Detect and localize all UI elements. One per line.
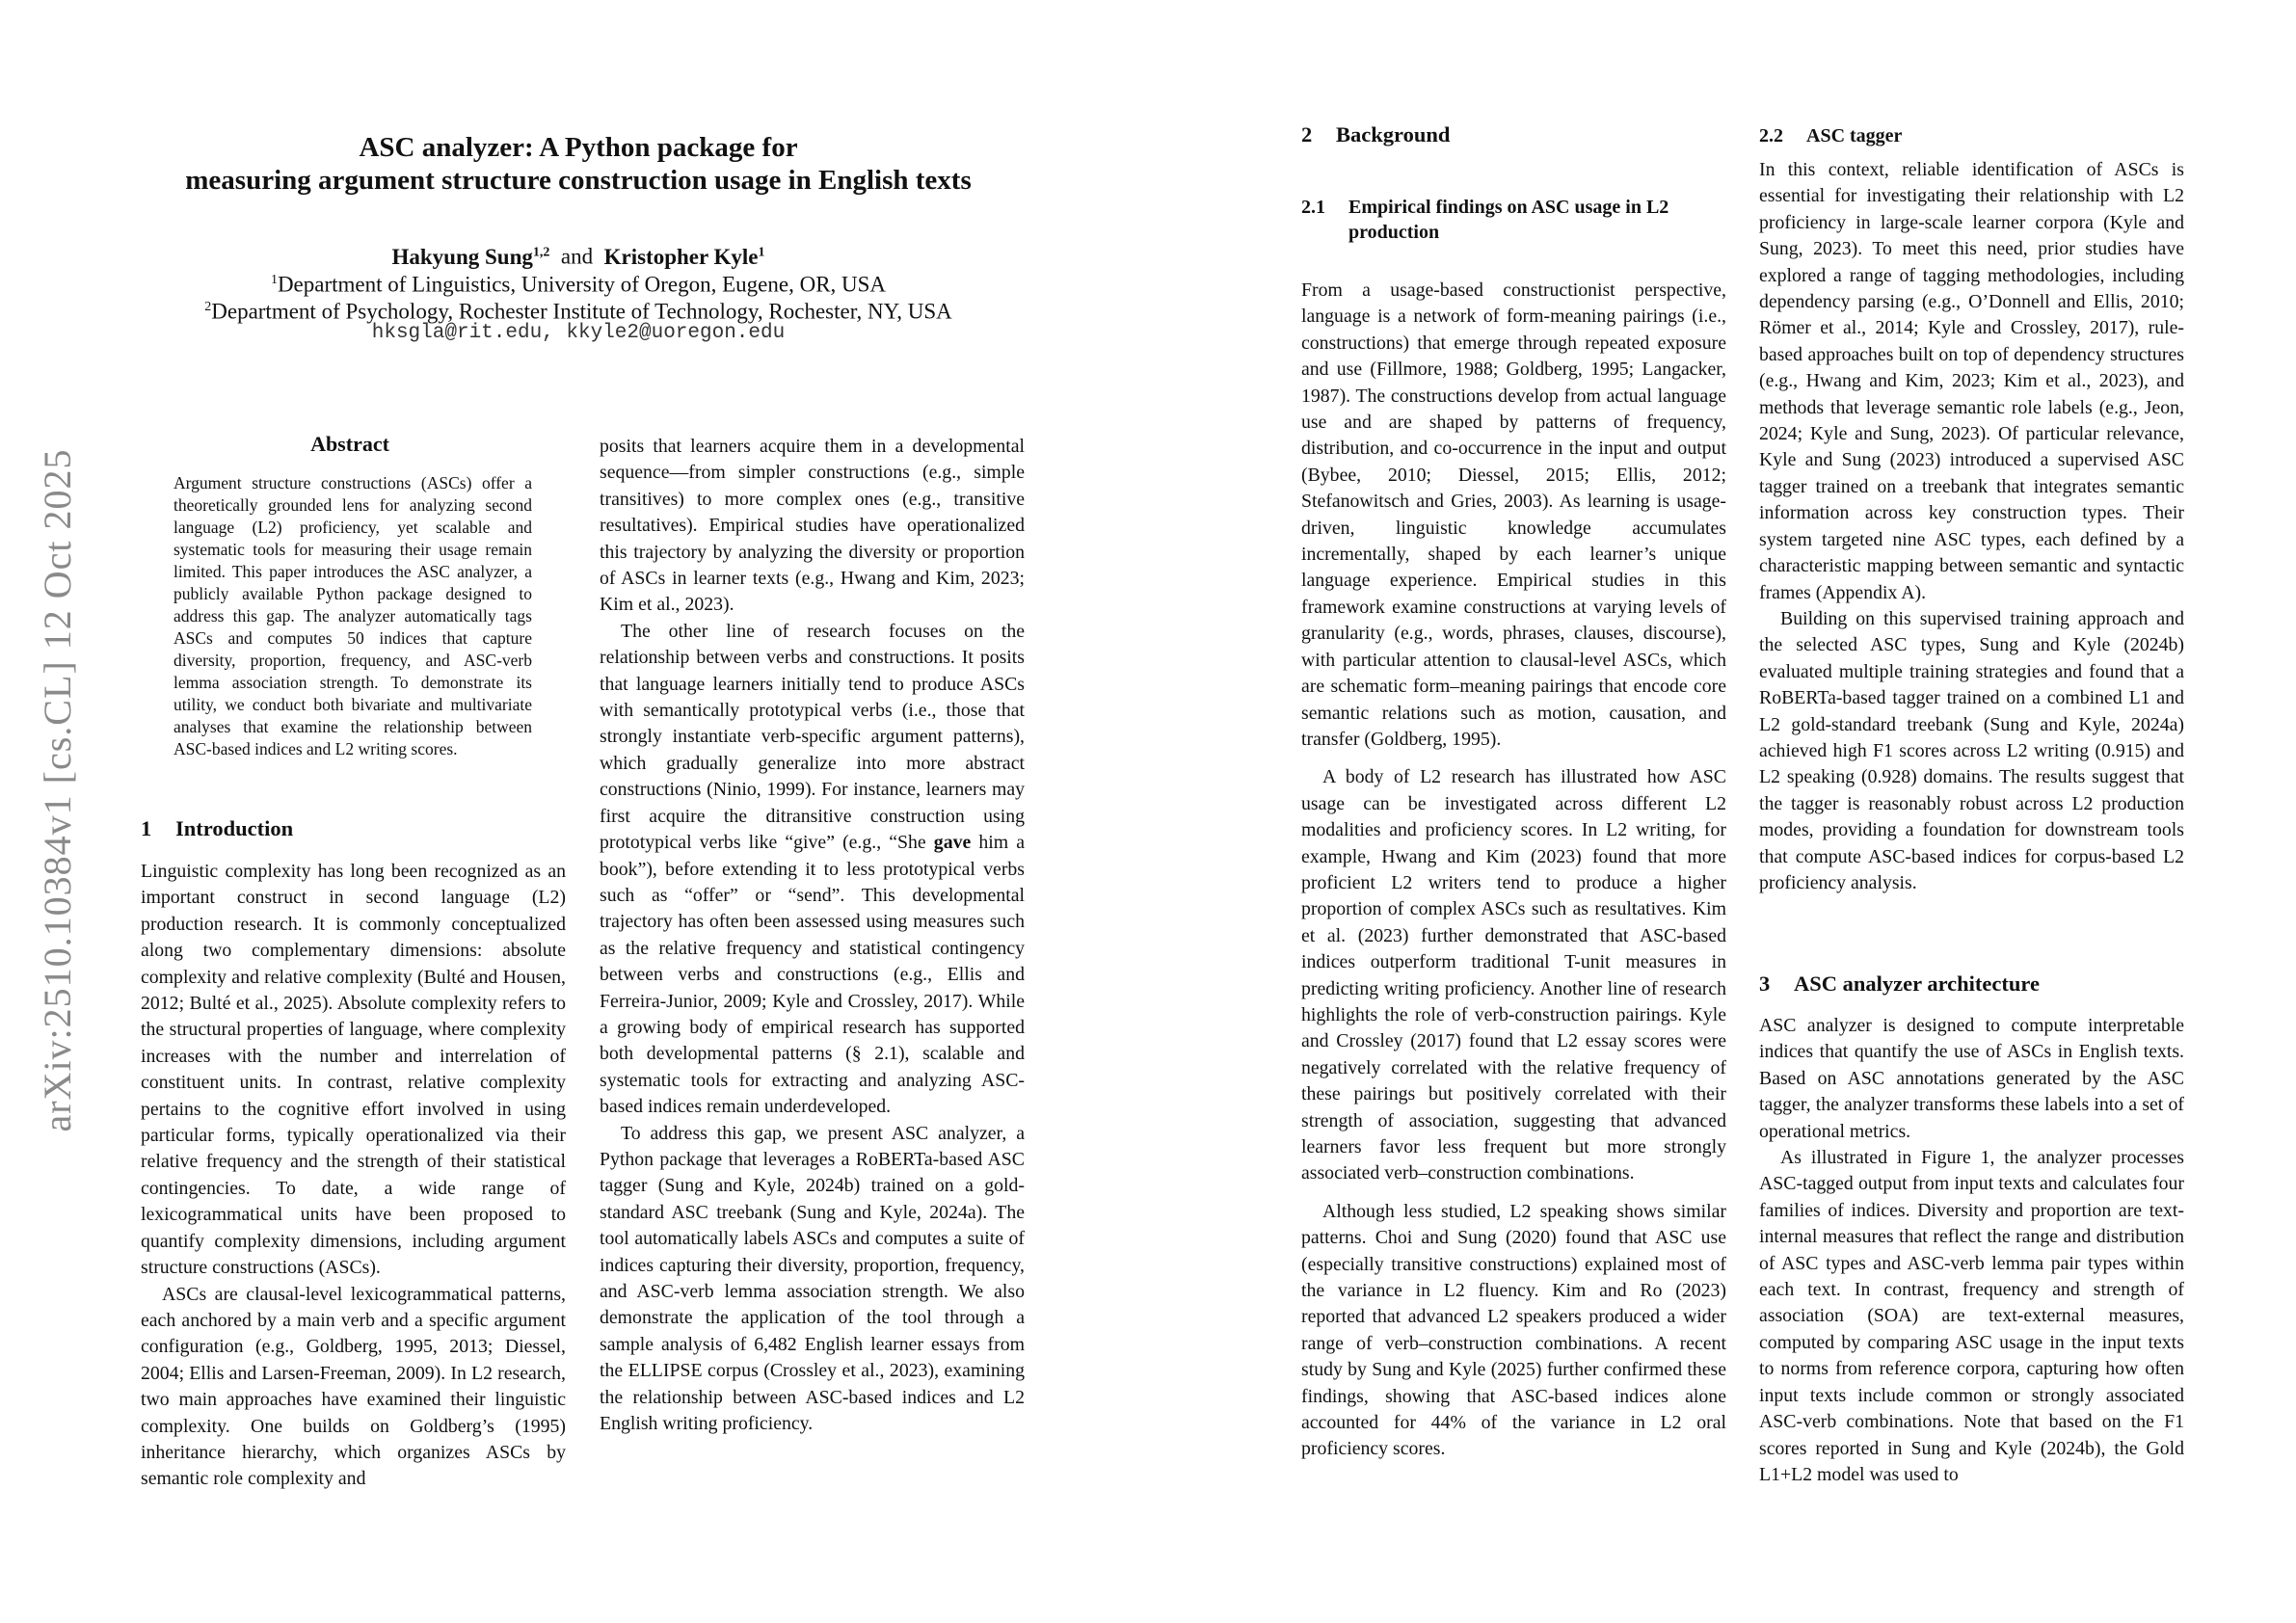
- paragraph: To address this gap, we present ASC analyzer, a Python package that leverages a RoBERTa-based ASC tagger (Sung and Kyle, 2024b) trained on a gold-standard ASC treebank (Sung and Kyle, 2024a). The tool automatically labels ASCs and computes a suite of indices capturing their diversity, proportion, frequency, and ASC-verb lemma association strength. We also demonstrate the application of the tool through a sample analysis of 6,482 English learner essays from the ELLIPSE corpus (Crossley et al., 2023), examining the relationship between ASC-based indices and L2 English writing proficiency.: [600, 1122, 1025, 1435]
- title-line-2: measuring argument structure construction usage in English texts: [185, 165, 972, 196]
- paragraph: ASC analyzer is designed to compute interpretable indices that quantify the use of ASCs in English texts. Based on ASC annotations generated by the ASC tagger, the analyzer transforms these labels into a set of operational metrics.: [1759, 1015, 2184, 1142]
- affiliation-2: [145, 294, 1012, 326]
- section-title: Introduction: [175, 816, 294, 840]
- subsection-title: ASC tagger: [1806, 125, 1903, 146]
- title-line-1: ASC analyzer: A Python package for: [359, 132, 798, 163]
- subsection-title: Empirical findings on ASC usage in L2 production: [1348, 197, 1669, 243]
- subsection-heading-empirical-findings: [1301, 195, 1725, 245]
- paper-title: [145, 131, 1012, 197]
- subsection-number: 2.1: [1301, 197, 1325, 218]
- section-title: Background: [1336, 122, 1451, 146]
- subsection-number: 2.2: [1759, 125, 1783, 146]
- author-affiliation-marker: 1: [758, 245, 765, 259]
- right-column-body: [600, 434, 1025, 1437]
- left-column-body: [141, 859, 566, 1493]
- section-heading-asc-analyzer-architecture: [1759, 971, 2040, 997]
- section-heading-background: [1301, 122, 1450, 147]
- section-number: 3: [1759, 971, 1771, 996]
- arxiv-identifier[interactable]: arXiv:2510.10384v1 [cs.CL] 12 Oct 2025: [36, 448, 79, 1132]
- author-affiliation-marker: 1,2: [532, 245, 550, 259]
- author-name: Kristopher Kyle: [603, 244, 759, 269]
- affiliation-text: Department of Psychology, Rochester Institute of Technology, Rochester, NY, USA: [211, 299, 952, 324]
- paragraph: A body of L2 research has illustrated how ASC usage can be investigated across different L2 modalities and proficiency scores. In L2 writing, for example, Hwang and Kim (2023) found that more proficient L2 writers tend to produce a higher proportion of complex ASCs such as resultatives. Kim et al. (2023) further demonstrated that ASC-based indices outperform traditional T-unit measures in predicting writing proficiency. Another line of research highlights the role of verb-construction pairings. Kyle and Crossley (2017) found that L2 essay scores were negatively correlated with the relative frequency of these pairings but positively correlated with their strength of association, suggesting that advanced learners favor less frequent but more strongly associated verb–construction combinations.: [1301, 766, 1726, 1184]
- affiliation-text: Department of Linguistics, University of Oregon, Eugene, OR, USA: [277, 272, 887, 297]
- paragraph: Linguistic complexity has long been recognized as an important construct in second language (L2) production research. It is commonly conceptualized along two complementary dimensions: absolute complexity and relative complexity (Bulté and Housen, 2012; Bulté et al., 2025). Absolute complexity refers to the structural properties of language, where complexity increases with the number and interrelation of constituent units. In contrast, relative complexity pertains to the cognitive effort involved in using particular forms, typically operationalized via their relative frequency and the strength of their statistical contingencies. To date, a wide range of lexicogrammatical units have been proposed to quantify complexity dimensions, including argument structure constructions (ASCs).: [141, 861, 566, 1279]
- paragraph: [600, 619, 1025, 1121]
- paragraph: As illustrated in Figure 1, the analyzer processes ASC-tagged output from input texts and calculates four families of indices. Diversity and proportion are text-internal measures that reflect the range and distribution of ASC types and ASC-verb lemma pair types within each text. In contrast, frequency and strength of association (SOA) are text-external measures, computed by comparing ASC usage in the input texts to norms from reference corpora, capturing how often input texts include common or strongly associated ASC-verb combinations. Note that based on the F1 scores reported in Sung and Kyle (2024b), the Gold L1+L2 model was used to: [1759, 1147, 2184, 1485]
- section-title: ASC analyzer architecture: [1794, 971, 2040, 996]
- paragraph: posits that learners acquire them in a developmental sequence—from simpler constructions (e.g., simple transitives) to more complex ones (e.g., transitive resultatives). Empirical studies have operationalized this trajectory by analyzing the diversity or proportion of ASCs in learner texts (e.g., Hwang and Kim, 2023; Kim et al., 2023).: [600, 436, 1025, 616]
- column-3-body: [1301, 278, 1726, 1463]
- paragraph-text: him a book”), before extending it to less prototypical verbs such as “offer” or “send”. This developmental trajectory has often been assessed using measures such as the relative frequency and statistical contingency between verbs and constructions (e.g., Ellis and Ferreira-Junior, 2009; Kyle and Crossley, 2017). While a growing body of empirical research has supported both developmental patterns (§ 2.1), scalable and systematic tools for extracting and analyzing ASC-based indices remain underdeveloped.: [600, 832, 1025, 1118]
- section-number: 1: [141, 816, 152, 840]
- affiliation-marker: 2: [204, 300, 212, 314]
- emphasized-word: gave: [933, 832, 972, 854]
- paragraph: ASCs are clausal-level lexicogrammatical patterns, each anchored by a main verb and a specific argument configuration (e.g., Goldberg, 1995, 2013; Diessel, 2004; Ellis and Larsen-Freeman, 2009). In L2 research, two main approaches have examined their linguistic complexity. One builds on Goldberg’s (1995) inheritance hierarchy, which organizes ASCs by semantic role complexity and: [141, 1283, 566, 1490]
- paragraph: From a usage-based constructionist perspective, language is a network of form-meaning pairings (i.e., constructions) that emerge through repeated exposure and use (Fillmore, 1988; Goldberg, 1995; Langacker, 1987). The constructions develop from actual language use and are shaped by patterns of frequency, distribution, and co-occurrence in the input and output (Bybee, 2010; Diessel, 2015; Ellis, 2012; Stefanowitsch and Gries, 2003). As learning is usage-driven, linguistic knowledge accumulates incrementally, shaped by each learner’s unique language experience. Empirical studies in this framework examine constructions at varying levels of granularity (e.g., words, phrases, clauses, discourse), with particular attention to clausal-level ASCs, which are schematic form–meaning pairings that encode core semantic relations such as motion, causation, and transfer (Goldberg, 1995).: [1301, 279, 1726, 750]
- column-4-body: [1759, 157, 2184, 896]
- author-conjunction: and: [560, 244, 594, 269]
- section-heading-introduction: [141, 816, 293, 841]
- author-name: Hakyung Sung: [391, 244, 533, 269]
- section-number: 2: [1301, 122, 1313, 146]
- page-right: [1148, 0, 2296, 1623]
- subsection-heading-asc-tagger: [1759, 123, 1902, 148]
- paragraph: In this context, reliable identification of ASCs is essential for investigating their relationship with L2 proficiency in large-scale learner corpora (Kyle and Sung, 2023). To meet this need, prior studies have explored a range of tagging methodologies, including dependency parsing (e.g., O’Donnell and Ellis, 2010; Römer et al., 2014; Kyle and Crossley, 2017), rule-based approaches built on top of dependency structures (e.g., Hwang and Kim, 2023; Kim et al., 2023), and methods that leverage semantic role labels (e.g., Jeon, 2024; Kyle and Sung, 2023). Of particular relevance, Kyle and Sung (2023) introduced a supervised ASC tagger trained on a treebank that integrates semantic information across key construction types. Their system targeted nine ASC types, each defined by a characteristic mapping between semantic and syntactic frames (Appendix A).: [1759, 159, 2184, 603]
- author-emails[interactable]: hksgla@rit.edu, kkyle2@uoregon.edu: [371, 322, 786, 344]
- paragraph-text: The other line of research focuses on the relationship between verbs and constructions. It posits that language learners initially tend to produce ASCs with semantically prototypical verbs (i.e., those that strongly instantiate verb-specific argument patterns), which gradually generalize into more abstract constructions (Ninio, 1999). For instance, learners may first acquire the ditransitive construction using prototypical verbs like “give” (e.g., “She: [600, 620, 1025, 854]
- abstract-heading: Abstract: [310, 432, 389, 456]
- author-list: [145, 239, 1012, 271]
- paragraph: Although less studied, L2 speaking shows similar patterns. Choi and Sung (2020) found that ASC use (especially transitive constructions) explained most of the variance in L2 fluency. Kim and Ro (2023) reported that advanced L2 speakers produced a wider range of verb–construction combinations. A recent study by Sung and Kyle (2025) further confirmed these findings, showing that ASC-based indices alone accounted for 44% of the variance in L2 oral proficiency scores.: [1301, 1200, 1726, 1460]
- paragraph: Building on this supervised training approach and the selected ASC types, Sung and Kyle (2024b) evaluated multiple training strategies and found that a RoBERTa-based tagger trained on a combined L1 and L2 gold-standard treebank (Sung and Kyle, 2024a) achieved high F1 scores across L2 writing (0.915) and L2 speaking (0.928) domains. The results suggest that the tagger is reasonably robust across L2 production modes, providing a foundation for downstream tools that compute ASC-based indices for corpus-based L2 proficiency analysis.: [1759, 607, 2184, 893]
- column-4-body-lower: [1759, 1013, 2184, 1488]
- affiliation-marker: 1: [270, 273, 278, 287]
- abstract-text: Argument structure constructions (ASCs) offer a theoretically grounded lens for analyzing second language (L2) proficiency, yet scalable and systematic tools for measuring their usage remain limited. This paper introduces the ASC analyzer, a publicly available Python package designed to address this gap. The analyzer automatically tags ASCs and computes 50 indices that capture diversity, proportion, frequency, and ASC-verb lemma association strength. To demonstrate its utility, we conduct both bivariate and multivariate analyses that examine the relationship between ASC-based indices and L2 writing scores.: [174, 473, 532, 758]
